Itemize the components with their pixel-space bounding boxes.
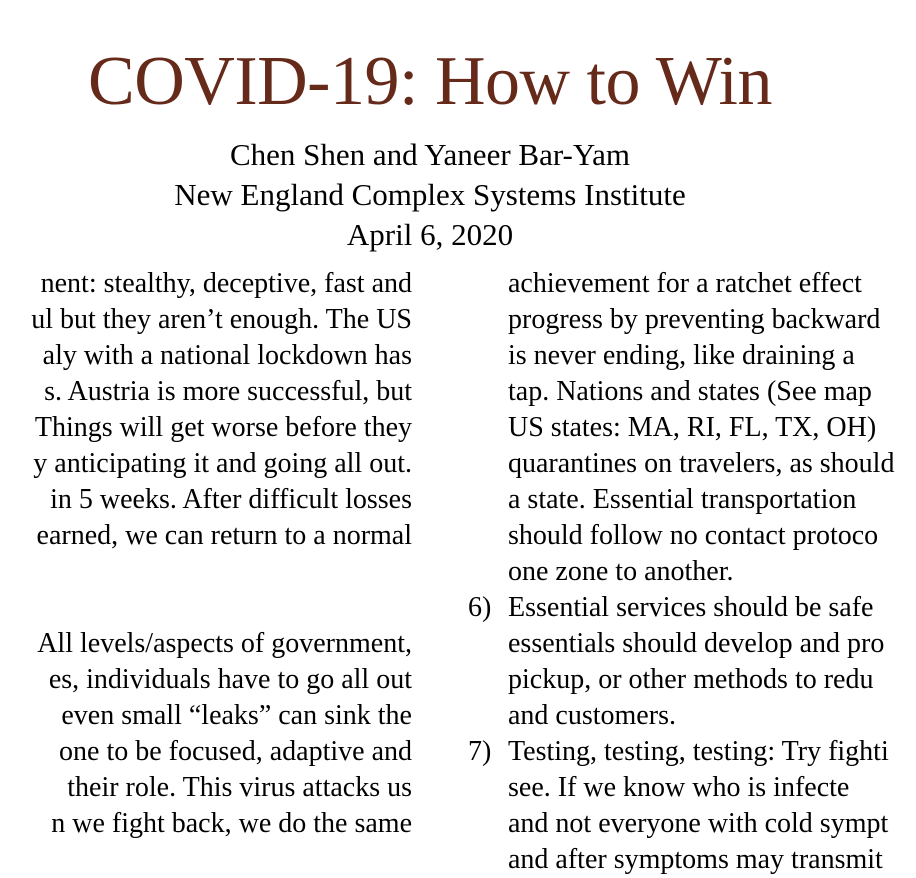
text-line: Things will get worse before they [34, 412, 412, 443]
text-line: even small “leaks” can sink the [61, 700, 412, 731]
list-number: 6) [468, 592, 492, 623]
text-line: ul but they aren’t enough. The US [31, 304, 412, 335]
text-line: and not everyone with cold sympt [508, 808, 889, 839]
text-line: US states: MA, RI, FL, TX, OH) [508, 412, 877, 443]
text-line: n we fight back, we do the same [51, 808, 412, 839]
text-line: s. Austria is more successful, but [44, 376, 412, 407]
text-line: es, individuals have to go all out [48, 664, 412, 695]
text-line: All levels/aspects of government, [37, 628, 412, 659]
text-line: progress by preventing backward [508, 304, 881, 335]
text-line: aly with a national lockdown has [42, 340, 412, 371]
text-line: Essential services should be safe [508, 592, 874, 623]
left-column [0, 266, 412, 866]
text-line: pickup, or other methods to redu [508, 664, 874, 695]
text-line: y anticipating it and going all out. [33, 448, 412, 479]
text-line: essentials should develop and pro [508, 628, 885, 659]
text-line: see. If we know who is infecte [508, 772, 850, 803]
right-column [468, 266, 916, 875]
text-line: and customers. [508, 700, 676, 731]
text-line: tap. Nations and states (See map [508, 376, 872, 407]
text-line: earned, we can return to a normal [36, 520, 412, 551]
text-line: achievement for a ratchet effect [508, 268, 862, 299]
text-line: should follow no contact protoco [508, 520, 879, 551]
text-line: one zone to another. [508, 556, 734, 587]
text-line: a state. Essential transportation [508, 484, 857, 515]
text-line: and after symptoms may transmit [508, 844, 883, 875]
text-line: is never ending, like draining a [508, 340, 855, 371]
text-line: one to be focused, adaptive and [59, 736, 412, 767]
paper-date: April 6, 2020 [346, 217, 514, 252]
text-line: nent: stealthy, deceptive, fast and [40, 268, 412, 299]
paper-affiliation: New England Complex Systems Institute [174, 177, 686, 212]
paper-title: COVID-19: How to Win [88, 43, 772, 120]
list-number: 7) [468, 736, 492, 767]
text-line: in 5 weeks. After difficult losses [50, 484, 412, 515]
paper-authors: Chen Shen and Yaneer Bar-Yam [229, 137, 631, 172]
text-line: Testing, testing, testing: Try fighti [508, 736, 889, 767]
text-line: their role. This virus attacks us [67, 772, 412, 803]
text-line: quarantines on travelers, as should [508, 448, 895, 479]
